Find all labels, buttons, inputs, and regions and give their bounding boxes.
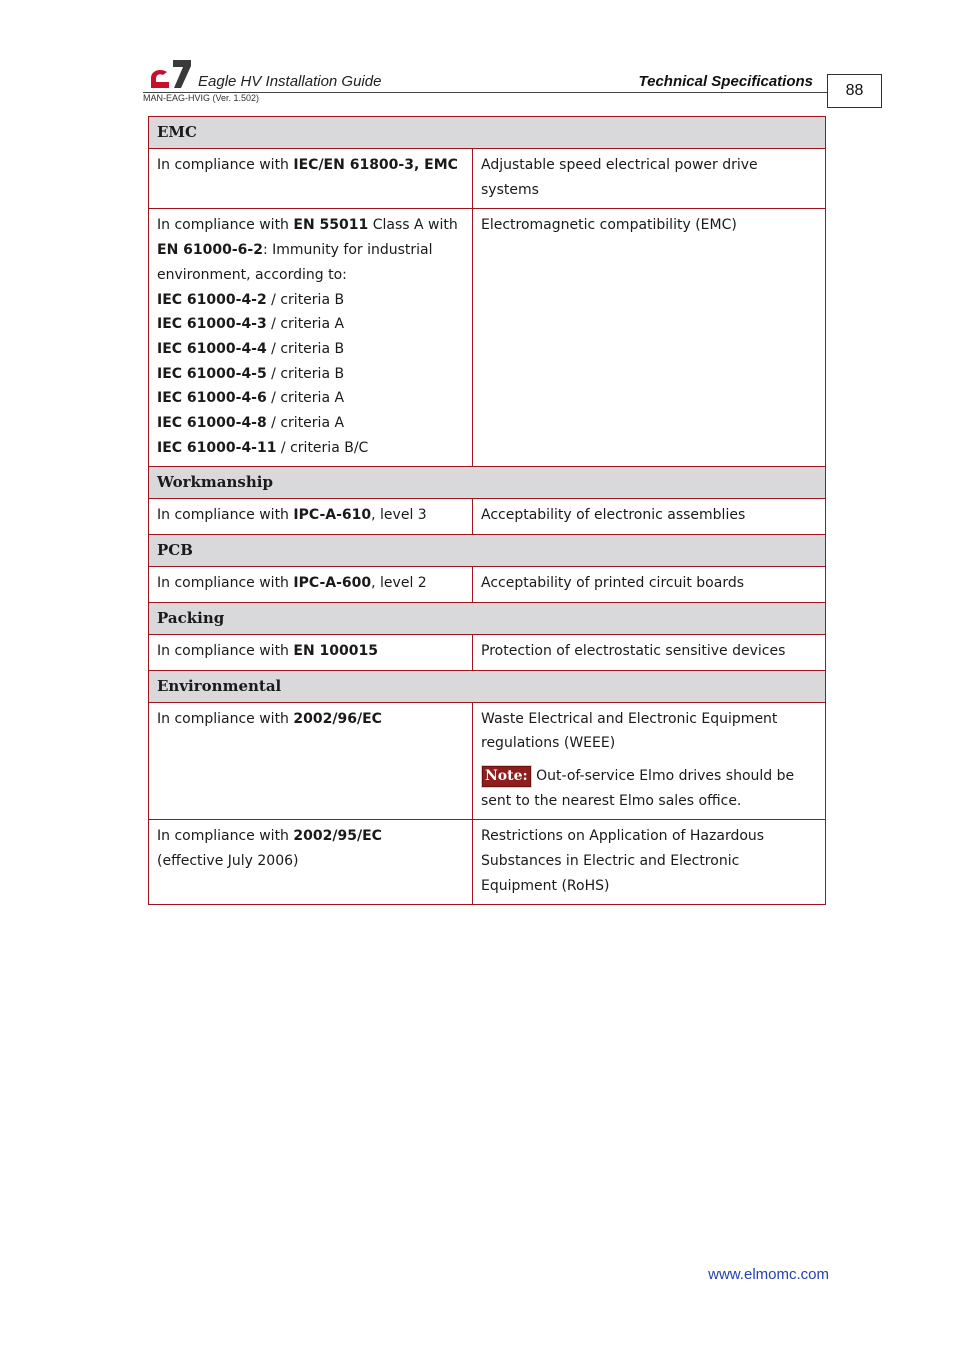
description-cell: Acceptability of printed circuit boards bbox=[473, 567, 826, 603]
section-heading-environmental: Environmental bbox=[149, 670, 826, 702]
section-heading-pcb: PCB bbox=[149, 535, 826, 567]
standard-cell: In compliance with EN 100015 bbox=[149, 634, 473, 670]
description-cell: Electromagnetic compatibility (EMC) bbox=[473, 209, 826, 467]
standard-cell: In compliance with IEC/EN 61800-3, EMC bbox=[149, 149, 473, 209]
list-item: IEC 61000-4-5 / criteria B bbox=[157, 365, 345, 382]
description-cell: Acceptability of electronic assemblies bbox=[473, 499, 826, 535]
section-heading-emc: EMC bbox=[149, 117, 826, 149]
description-cell: Protection of electrostatic sensitive devices bbox=[473, 634, 826, 670]
document-title: Eagle HV Installation Guide bbox=[198, 73, 382, 90]
list-item: IEC 61000-4-3 / criteria A bbox=[157, 316, 345, 333]
table-row bbox=[149, 567, 826, 603]
note: Note: Out-of-service Elmo drives should be sent to the nearest Elmo sales office. bbox=[481, 764, 817, 813]
table-row bbox=[149, 820, 826, 905]
description-cell: Adjustable speed electrical power drive systems bbox=[473, 149, 826, 209]
table-row bbox=[149, 149, 826, 209]
standard-cell: In compliance with 2002/96/EC bbox=[149, 702, 473, 820]
section-heading-workmanship: Workmanship bbox=[149, 467, 826, 499]
note-badge: Note: bbox=[481, 765, 532, 788]
standard-cell: In compliance with IPC-A-610, level 3 bbox=[149, 499, 473, 535]
page-number: 88 bbox=[827, 74, 882, 108]
list-item: IEC 61000-4-2 / criteria B bbox=[157, 291, 345, 308]
website-link[interactable]: www.elmomc.com bbox=[708, 1266, 829, 1283]
standard-name: IPC-A-600 bbox=[293, 575, 372, 592]
standard-cell: In compliance with EN 55011 Class A with EN 61000-6-2: Immunity for industrial environment, according to: IEC 61000-4-2 / criteria B IEC 61000-4-3 / criteria A IEC 61000-4-4 / criteria B IEC 61000-4-5 / criteria B IEC 61000-4-6 / criteria A IEC 61000-4-8 / criteria A IEC 61000-4-11 / criteria B/C bbox=[149, 209, 473, 467]
standard-name: 2002/95/EC bbox=[293, 828, 382, 845]
standard-name: EN 100015 bbox=[293, 642, 378, 659]
list-item: IEC 61000-4-6 / criteria A bbox=[157, 390, 345, 407]
standard-name: EN 55011 bbox=[293, 217, 369, 234]
list-item: IEC 61000-4-11 / criteria B/C bbox=[157, 439, 369, 456]
elmo-logo-icon bbox=[149, 58, 191, 88]
section-title: Technical Specifications bbox=[638, 73, 813, 90]
standard-cell: In compliance with 2002/95/EC (effective July 2006) bbox=[149, 820, 473, 905]
section-heading-packing: Packing bbox=[149, 602, 826, 634]
standard-name: IEC/EN 61800-3, EMC bbox=[293, 157, 458, 173]
page-header bbox=[143, 56, 883, 112]
description-cell: Restrictions on Application of Hazardous Substances in Electric and Electronic Equipment (RoHS) bbox=[473, 820, 826, 905]
standard-name: 2002/96/EC bbox=[293, 710, 382, 727]
standard-cell: In compliance with IPC-A-600, level 2 bbox=[149, 567, 473, 603]
list-item: IEC 61000-4-8 / criteria A bbox=[157, 415, 345, 432]
table-row bbox=[149, 209, 826, 467]
document-code: MAN-EAG-HVIG (Ver. 1.502) bbox=[143, 93, 260, 103]
standard-name: EN 61000-6-2 bbox=[157, 242, 263, 259]
specifications-table bbox=[148, 116, 826, 905]
standard-name: IPC-A-610 bbox=[293, 507, 372, 524]
list-item: IEC 61000-4-4 / criteria B bbox=[157, 340, 345, 357]
table-row bbox=[149, 634, 826, 670]
table-row bbox=[149, 499, 826, 535]
description-cell: Waste Electrical and Electronic Equipment regulations (WEEE) Note: Out-of-service Elmo drives should be sent to the nearest Elmo sales office. bbox=[473, 702, 826, 820]
table-row bbox=[149, 702, 826, 820]
